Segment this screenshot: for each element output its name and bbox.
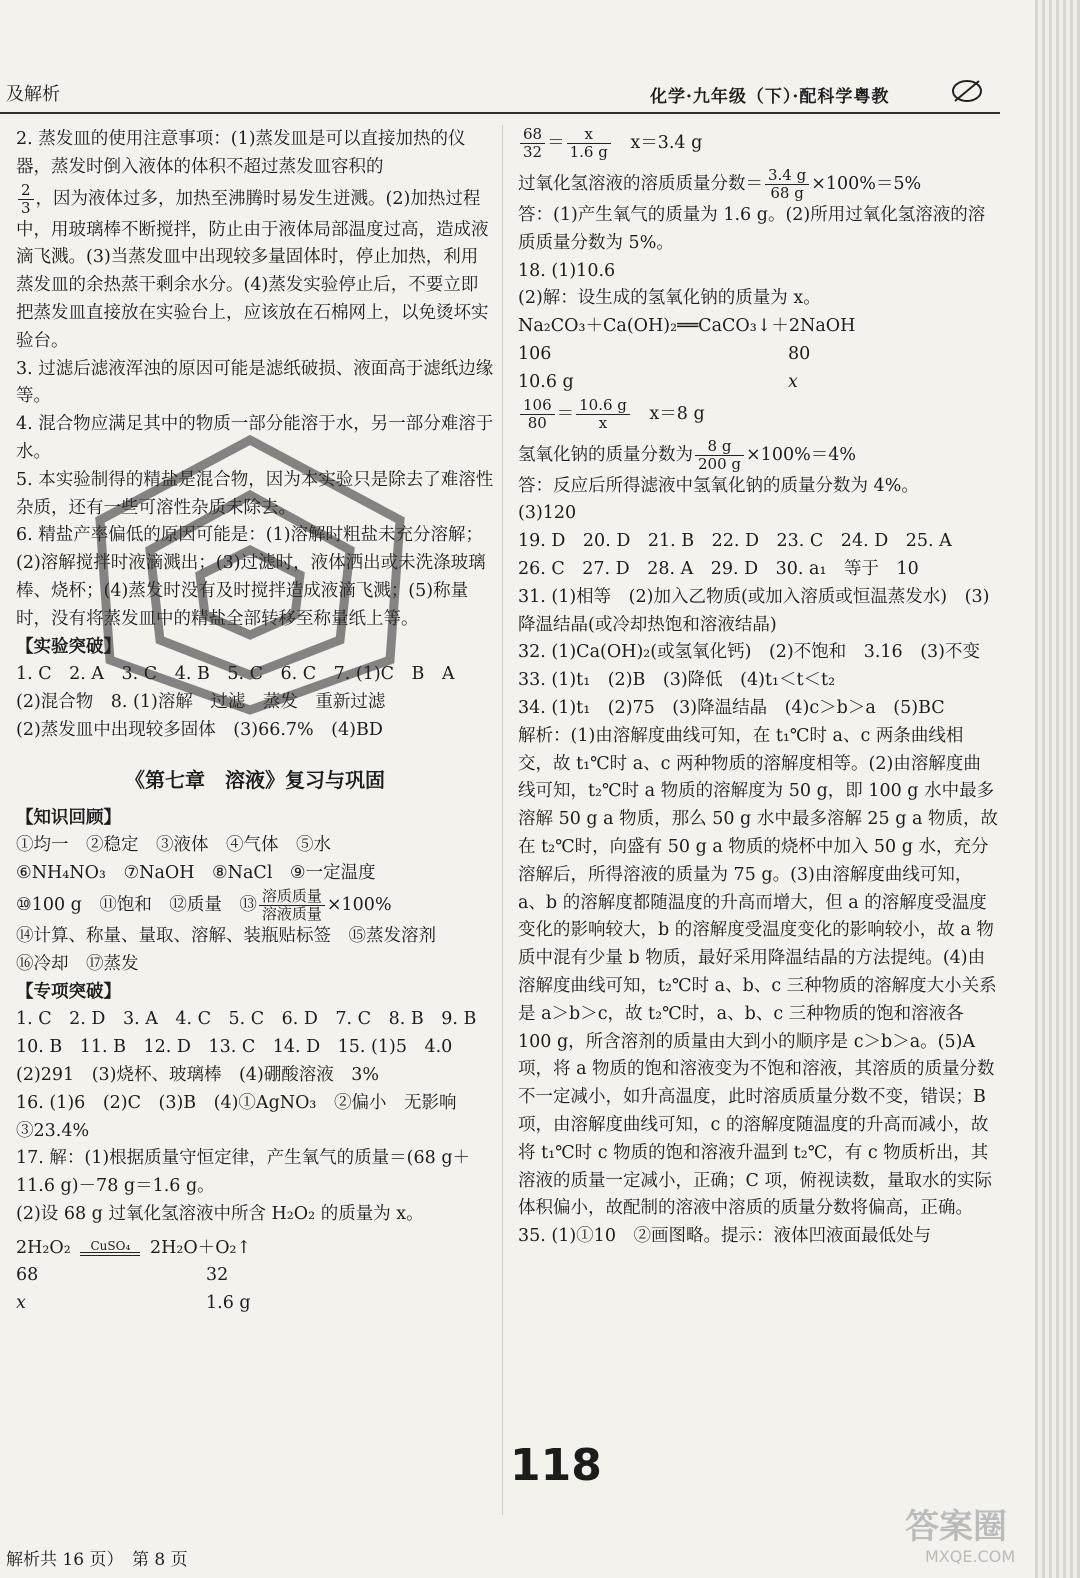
answer-line: 33. (1)t₁ (2)B (3)降低 (4)t₁＜t＜t₂	[518, 670, 836, 691]
mass-fraction: $\frac{\text{溶质质量}}{\text{溶液质量}}$	[259, 888, 325, 923]
answer-line: 19. D 20. D 21. B 22. D 23. C 24. D 25. A	[518, 531, 952, 552]
review-line: ①均一 ②稳定 ③液体 ④气体 ⑤水	[16, 835, 331, 856]
footer: 解析共 16 页） 第 8 页	[6, 1550, 188, 1570]
svg-text:MXQE.COM: MXQE.COM	[925, 1547, 1016, 1566]
ratio-line-18: $\frac{106}{80}$ ＝ $\frac{10.6 g}{x}$ x＝8 g	[518, 397, 998, 432]
equation-17: 2H₂O₂ CuSO₄ 2H₂O＋O₂↑	[16, 1237, 252, 1258]
item-2-text: 2. 蒸发皿的使用注意事项：(1)蒸发皿是可以直接加热的仪器，蒸发时倒入液体的体积不超过蒸发皿容积的	[16, 129, 466, 177]
equation-18-row: 106 80	[518, 343, 811, 364]
page-edge	[1035, 0, 1080, 1578]
item-5-text: 5. 本实验制得的精盐是混合物，因为本实验只是除去了难溶性杂质，还有一些可溶性杂质未除去。	[16, 469, 494, 518]
item-4-text: 4. 混合物应满足其中的物质一部分能溶于水，另一部分难溶于水。	[16, 414, 494, 462]
ratio-line: $\frac{68}{32}$ ＝ $\frac{x}{1.6 g}$ x＝3.4 g	[518, 126, 998, 161]
chapter-title: 《第七章 溶液》复习与巩固	[125, 767, 385, 792]
right-column	[518, 126, 998, 1251]
special-section-title: 【专项突破】	[16, 981, 121, 1002]
fraction-two-thirds: $\frac{2}{3}$	[18, 182, 34, 217]
item-2-continued: $\frac{2}{3}$ ，因为液体过多，加热至沸腾时易发生迸溅。(2)加热过程中，用玻璃棒不断搅拌，防止由于液体局部温度过高，造成液滴飞溅。(3)当蒸发皿中出现较多量固体时，停止加热，利用蒸发皿的余热蒸干剩余水分。(4)蒸发实验停止后，不要立即把蒸发皿直接放在实验台上，应该放在石棉网上，以免烫坏实验台。	[16, 180, 489, 351]
special-line: 1. C 2. D 3. A 4. C 5. C 6. D 7. C 8. B 9. B	[16, 1009, 477, 1030]
header-rule	[0, 112, 1000, 114]
answer-line: (3)120	[518, 503, 577, 524]
item-6-text: 6. 精盐产率偏低的原因可能是：(1)溶解时粗盐未充分溶解；(2)溶解搅拌时液滴溅出；(3)过滤时，液体洒出或未洗涤玻璃棒、烧杯；(4)蒸发时没有及时搅拌造成液滴飞溅；(5)称量时，没有将蒸发皿中的精盐全部转移至称量纸上等。	[16, 525, 486, 629]
page-number: 118	[510, 1440, 602, 1491]
header-left: 及解析	[6, 84, 60, 105]
leaf-logo-icon	[950, 76, 984, 106]
equation-18: Na₂CO₃＋Ca(OH)₂══CaCO₃↓＋2NaOH	[518, 316, 856, 337]
answer-line: 26. C 27. D 28. A 29. D 30. a₁ 等于 10	[518, 558, 919, 579]
special-line: (2)291 (3)烧杯、玻璃棒 (4)硼酸溶液 3%	[16, 1064, 380, 1085]
review-line: ⑥NH₄NO₃ ⑦NaOH ⑧NaCl ⑨一定温度	[16, 863, 376, 884]
analysis-paragraph: 解析：(1)由溶解度曲线可知，在 t₁℃时 a、c 两条曲线相交，故 t₁℃时 a、c 两种物质的溶解度相等。(2)由溶解度曲线可知，t₂℃时 a 物质的溶解度为 50 g，即 100 g 水中最多溶解 50 g a 物质，那么 50 g 水中最多溶解 25 g a 物质，故在 t₂℃时，向盛有 50 g a 物质的烧杯中加入 50 g 水，充分溶解后，所得溶液的质量为 75 g。(3)由溶解度曲线可知，a、b 的溶解度都随温度的升高而增大，但 a 的溶解度受温度变化的影响较大，b 的溶解度受温度变化的影响较小，故 a 物质中混有少量 b 物质，最好采用降温结晶的方法提纯。(4)由溶解度曲线可知，t₂℃时 a、b、c 三种物质的溶解度大小关系是 a＞b＞c，故 t₂℃时，a、b、c 三种物质的饱和溶液各 100 g，所含溶剂的质量由大到小的顺序是 c＞b＞a。(5)A 项，将 a 物质的饱和溶液变为不饱和溶液，其溶质的质量分数不一定减小，如升高温度，此时溶质质量分数不变，错误；B 项，由溶解度曲线可知，c 的溶解度随温度的升高而减小，故将 t₁℃时 c 物质的饱和溶液升温到 t₂℃，有 c 物质析出，其溶液的质量一定减小，正确；C 项，俯视读数，量取水的实际体积偏小，故配制的溶液中溶质的质量分数将偏高，正确。	[518, 725, 998, 1219]
review-line: ⑯冷却 ⑰蒸发	[16, 953, 139, 974]
percentage-line: 过氧化氢溶液的溶质质量分数＝ $\frac{3.4 g}{68 g}$ ×100%＝5%	[518, 166, 922, 202]
review-line-with-fraction: ⑩100 g ⑪饱和 ⑫质量 ⑬ $\frac{\text{溶质质量}}{\text{溶液质量}}$ ×100%	[16, 886, 392, 923]
answer-line: 答：反应后所得滤液中氢氧化钠的质量分数为 4%。	[518, 475, 919, 496]
answer-line: 35. (1)①10 ②画图略。提示：液体凹液面最低处与	[518, 1226, 931, 1247]
review-line: ⑭计算、称量、量取、溶解、装瓶贴标签 ⑮蒸发溶剂	[16, 925, 436, 946]
experiment-section-title: 【实验突破】	[16, 636, 121, 657]
answer-line: 31. (1)相等 (2)加入乙物质(或加入溶质或恒温蒸发水) (3)降温结晶(或冷却热饱和溶液结晶)	[518, 586, 990, 635]
equation-17-row: 68 32	[16, 1265, 229, 1286]
experiment-line: (2)蒸发皿中出现较多固体 (3)66.7% (4)BD	[16, 719, 383, 740]
equation-17-row: x 1.6 g	[16, 1293, 251, 1314]
experiment-line: 1. C 2. A 3. C 4. B 5. C 6. C 7. (1)C B A	[16, 664, 455, 685]
equation-18-row: 10.6 g x	[518, 371, 798, 392]
left-column	[16, 126, 494, 1318]
special-line: 16. (1)6 (2)C (3)B (4)①AgNO₃ ②偏小 无影响 ③23.4%	[16, 1092, 474, 1141]
percentage-line-18: 氢氧化钠的质量分数为 $\frac{8 g}{200 g}$ ×100%＝4%	[518, 436, 856, 473]
q18-line: (2)解：设生成的氢氧化钠的质量为 x。	[518, 288, 821, 309]
svg-text:答案圈: 答案圈	[905, 1507, 1007, 1547]
special-line: 17. 解：(1)根据质量守恒定律，产生氧气的质量＝(68 g＋11.6 g)－78 g＝1.6 g。	[16, 1148, 471, 1197]
q18-line: 18. (1)10.6	[518, 260, 616, 281]
experiment-line: (2)混合物 8. (1)溶解 过滤 蒸发 重新过滤	[16, 692, 386, 713]
column-separator	[502, 125, 503, 1515]
answer-line: 答：(1)产生氧气的质量为 1.6 g。(2)所用过氧化氢溶液的溶质质量分数为 5%。	[518, 205, 986, 253]
answer-line: 34. (1)t₁ (2)75 (3)降温结晶 (4)c＞b＞a (5)BC	[518, 697, 945, 718]
review-section-title: 【知识回顾】	[16, 807, 121, 828]
special-line: (2)设 68 g 过氧化氢溶液中所含 H₂O₂ 的质量为 x。	[16, 1203, 424, 1224]
item-3-text: 3. 过滤后滤液浑浊的原因可能是滤纸破损、液面高于滤纸边缘等。	[16, 358, 494, 407]
header-right: 化学·九年级（下）·配科学粤教	[650, 87, 890, 107]
special-line: 10. B 11. B 12. D 13. C 14. D 15. (1)5 4.0	[16, 1037, 453, 1058]
answer-line: 32. (1)Ca(OH)₂(或氢氧化钙) (2)不饱和 3.16 (3)不变	[518, 642, 980, 663]
